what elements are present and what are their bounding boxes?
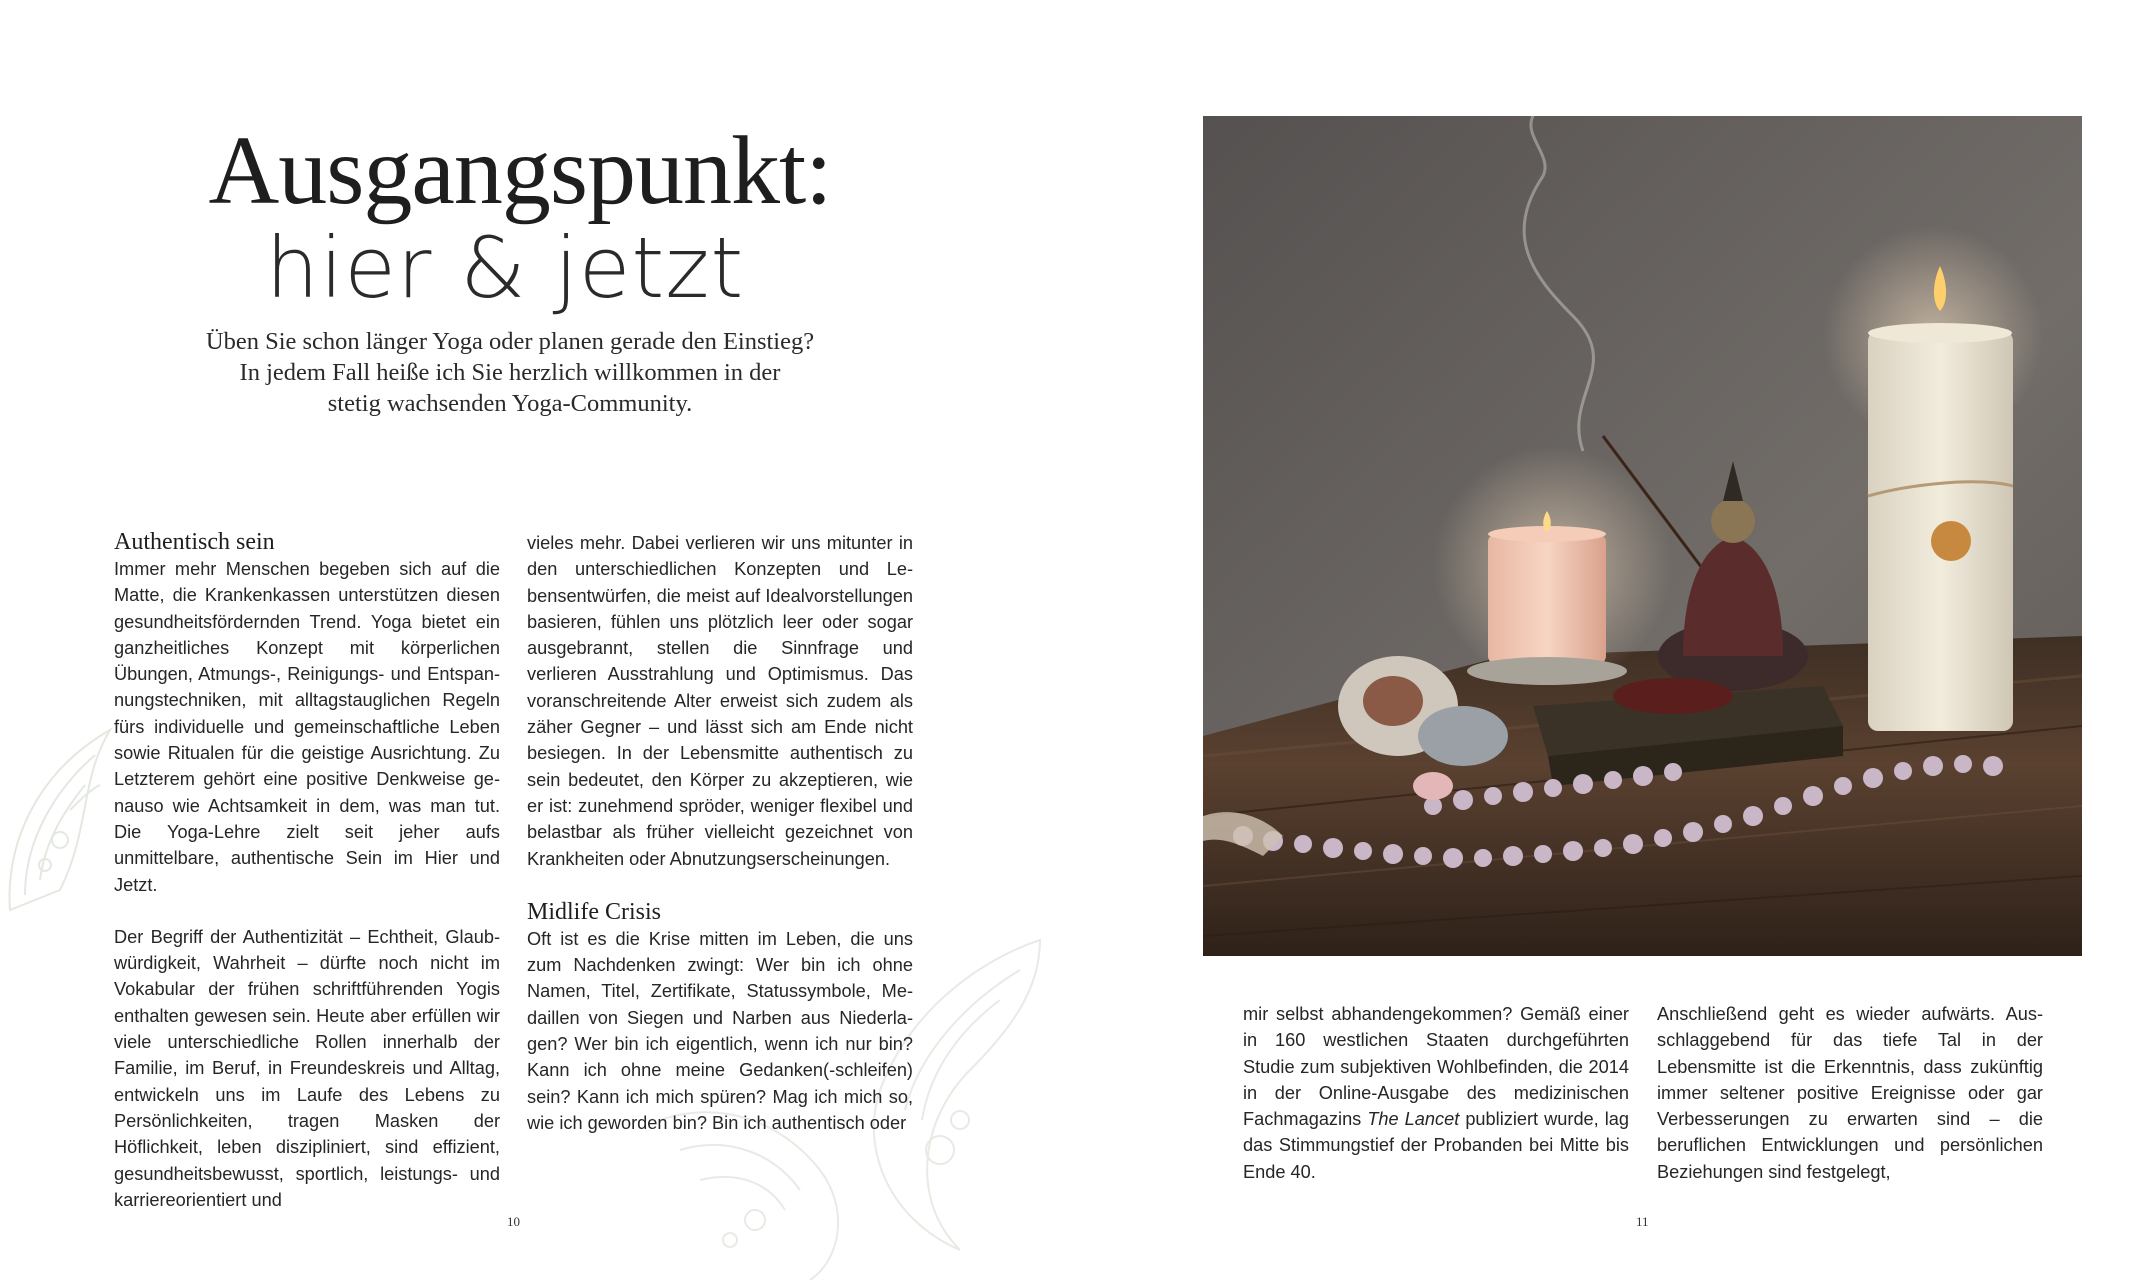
title-line-2: hier & jetzt <box>265 219 745 317</box>
yoga-still-life-photo <box>1203 116 2082 956</box>
text-column-4 <box>1657 1001 2043 1185</box>
intro-line-1: Üben Sie schon länger Yoga oder planen gerade den Einstieg? <box>205 328 815 355</box>
page-number-right: 11 <box>1636 1214 1649 1229</box>
intro-line-2: In jedem Fall heiße ich Sie herzlich willkommen in der <box>239 359 781 386</box>
intro-text <box>190 326 830 419</box>
paragraph: Der Begriff der Authentizität – Echtheit, Glaubwürdigkeit, Wahrheit – dürfte noch nicht im Vokabular der frühen schriftführenden Yogis enthalten gewesen sein. Heute aber erfüllen wir viele unterschiedliche Rollen innerhalb der Familie, im Beruf, in Freundeskreis und Alltag, entwickeln uns im Laufe des Lebens zu Persönlichkeiten, tragen Masken der Höflichkeit, leben diszipliniert, sind effizient, gesundheitsbewusst, sportlich, leistungs- und karriereorientiert und <box>114 926 500 1210</box>
section-heading-authentisch: Authentisch sein <box>114 529 275 555</box>
text-run: publiziert wurde, lag das Stimmungstief der Probanden bei Mitte bis Ende 40. <box>1243 1109 1630 1182</box>
text-run: mir selbst abhandengekommen? Gemäß einer in 160 westlichen Staaten durchgeführten Studie zum subjektiven Wohlbefinden, die 2014 in der Online-Ausgabe des medizinischen Fachmagazins <box>1243 1004 1629 1130</box>
text-column-3 <box>1243 1001 1629 1185</box>
intro-line-3: stetig wachsenden Yoga-Community. <box>327 390 693 417</box>
page-number-left: 10 <box>507 1214 520 1229</box>
paragraph: Immer mehr Menschen begeben sich auf die Matte, die Krankenkassen unterstützen diesen gesundheitsfördernden Trend. Yoga bietet ein ganzheitliches Konzept mit körperlichen Übungen, Atmungs-, Reinigungs- und Entspannungstechniken, mit alltagstauglichen Regeln fürs individuelle und gemeinschaftliche Leben sowie Ritualen für die geistige Ausrichtung. Zu Letzterem gehört eine positive Denkweise genauso wie Achtsamkeit in dem, was man tut. Die Yoga-Lehre zielt seit jeher aufs unmittelbare, authentische Sein im Hier und Jetzt. <box>114 559 500 895</box>
paragraph: Oft ist es die Krise mitten im Leben, die uns zum Nachdenken zwingt: Wer bin ich ohne Namen, Titel, Zertifikate, Statussymbole, Medaillen von Siegen und Narben aus Niederlagen? Wer bin ich eigentlich, wenn ich nur bin? Kann ich ohne meine Gedanken(-schleifen) sein? Kann ich mich spüren? Mag ich mich so, wie ich geworden bin? Bin ich authentisch oder <box>527 928 913 1133</box>
journal-title: The Lancet <box>1367 1109 1460 1130</box>
text-column-2 <box>527 530 913 1136</box>
paragraph: Anschließend geht es wieder aufwärts. Ausschlaggebend für das tiefe Tal in der Lebensmitte ist die Erkenntnis, dass zukünftig immer seltener positive Ereignisse oder gar Verbesserungen zu erwarten sind – die beruflichen Entwicklungen und persönlichen Beziehungen sind festgelegt, <box>1657 1004 2043 1182</box>
text-column-1 <box>114 528 500 1213</box>
title-line-1: Ausgangspunkt: <box>208 117 832 225</box>
paragraph: vieles mehr. Dabei verlieren wir uns mitunter in den unterschiedlichen Konzepten und Lebensentwürfen, die meist auf Idealvorstellungen basieren, fühlen uns plötzlich leer oder sogar ausgebrannt, stellen die Sinnfrage und verlieren Ausstrahlung und Optimismus. Das voranschreitende Alter erweist sich zudem als zäher Gegner – und lässt sich am Ende nicht besiegen. In der Lebensmitte authentisch zu sein bedeutet, den Körper zu akzeptieren, wie er ist: zunehmend spröder, weniger flexibel und belastbar als früher vielleicht gezeichnet von Krankheiten oder Abnutzungserscheinungen. <box>527 533 913 869</box>
section-heading-midlife: Midlife Crisis <box>527 898 662 925</box>
chapter-title <box>200 117 840 317</box>
paragraph <box>1243 1001 1629 1185</box>
